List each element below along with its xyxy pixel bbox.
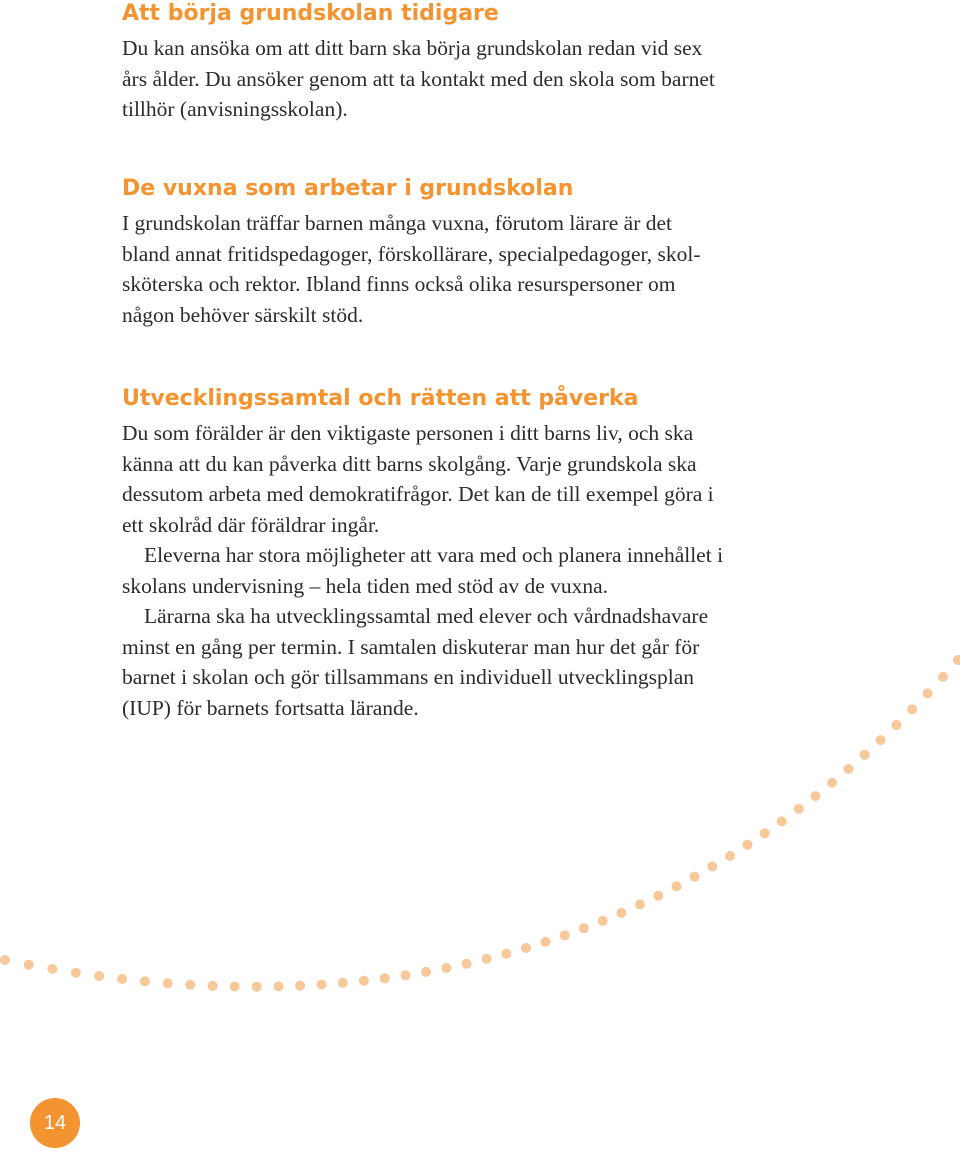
decorative-dot xyxy=(707,862,717,872)
body-text-line: I grundskolan träffar barnen många vuxna, förutom lärare är det xyxy=(122,211,673,235)
body-text-line: bland annat fritidspedagoger, förskollärare, specialpedagoger, skol- xyxy=(122,241,701,266)
decorative-dot xyxy=(338,978,348,988)
decorative-dot xyxy=(953,655,960,665)
decorative-dot xyxy=(907,704,917,714)
decorative-dot xyxy=(760,828,770,838)
decorative-dot xyxy=(359,976,369,986)
decorative-dot xyxy=(923,688,933,698)
body-text-line: (IUP) för barnets fortsatta lärande. xyxy=(122,695,419,720)
body-text-line: minst en gång per termin. I samtalen diskuterar man hur det går för xyxy=(122,634,700,659)
decorative-dot xyxy=(743,840,753,850)
body-text-line: års ålder. Du ansöker genom att ta kontakt med den skola som barnet xyxy=(122,66,715,91)
decorative-dot xyxy=(24,960,34,970)
body-text-line: ett skolråd där föräldrar ingår. xyxy=(122,512,380,537)
decorative-dot xyxy=(541,937,551,947)
decorative-dot xyxy=(317,980,327,990)
decorative-dot xyxy=(47,964,57,974)
decorative-dot xyxy=(560,930,570,940)
decorative-dot xyxy=(598,916,608,926)
decorative-dot xyxy=(794,804,804,814)
decorative-dot xyxy=(208,981,218,991)
decorative-dot xyxy=(252,982,262,992)
body-text-line: Lärarna ska ha utvecklingssamtal med elever och vårdnadshavare xyxy=(144,604,709,628)
decorative-dot xyxy=(616,908,626,918)
decorative-dot xyxy=(579,923,589,933)
decorative-dot xyxy=(725,851,735,861)
decorative-dot xyxy=(380,973,390,983)
body-text-line: känna att du kan påverka ditt barns skolgång. Varje grundskola ska xyxy=(122,451,697,476)
decorative-dot xyxy=(892,720,902,730)
decorative-dot xyxy=(94,971,104,981)
decorative-dot xyxy=(140,976,150,986)
section-heading: Utvecklingssamtal och rätten att påverka xyxy=(122,386,639,411)
decorative-dot xyxy=(441,963,451,973)
body-text-line: någon behöver särskilt stöd. xyxy=(122,302,364,327)
decorative-dot xyxy=(117,974,127,984)
decorative-dot xyxy=(811,791,821,801)
body-text-line: sköterska och rektor. Ibland finns också olika resurspersoner om xyxy=(122,272,676,296)
decorative-dot xyxy=(482,954,492,964)
decorative-dot xyxy=(501,949,511,959)
decorative-dot xyxy=(230,982,240,992)
section-development-talks xyxy=(122,385,822,723)
section-heading: De vuxna som arbetar i grundskolan xyxy=(122,176,574,201)
decorative-dot xyxy=(860,750,870,760)
decorative-dot xyxy=(185,980,195,990)
body-text-line: Du som förälder är den viktigaste personen i ditt barns liv, och ska xyxy=(122,421,694,445)
body-text-line: skolans undervisning – hela tiden med stöd av de vuxna. xyxy=(122,573,609,598)
body-text-line: dessutom arbeta med demokratifrågor. Det kan de till exempel göra i xyxy=(122,482,714,506)
page-number-badge: 14 xyxy=(30,1098,80,1148)
decorative-dot xyxy=(827,778,837,788)
decorative-dot xyxy=(690,872,700,882)
decorative-dot xyxy=(421,967,431,977)
section-heading: Att börja grundskolan tidigare xyxy=(122,1,499,26)
body-text-line: Du kan ansöka om att ditt barn ska börja grundskolan redan vid sex xyxy=(122,36,703,60)
decorative-dot xyxy=(521,943,531,953)
decorative-dot xyxy=(876,735,886,745)
decorative-dot xyxy=(0,955,10,965)
body-text-line: Eleverna har stora möjligheter att vara med och planera innehållet i xyxy=(144,543,724,567)
body-text-line: tillhör (anvisningsskolan). xyxy=(122,97,348,121)
decorative-dot xyxy=(843,764,853,774)
decorative-dot xyxy=(653,891,663,901)
decorative-dot xyxy=(295,981,305,991)
decorative-dot xyxy=(777,816,787,826)
decorative-dot xyxy=(672,881,682,891)
body-text-line: barnet i skolan och gör tillsammans en individuell utvecklingsplan xyxy=(122,665,695,689)
section-adults-in-school xyxy=(122,175,822,330)
decorative-dot xyxy=(635,900,645,910)
section-early-start xyxy=(122,0,822,125)
decorative-dot xyxy=(462,959,472,969)
decorative-dot xyxy=(938,672,948,682)
decorative-dot xyxy=(163,978,173,988)
decorative-dot xyxy=(401,970,411,980)
decorative-dot xyxy=(274,981,284,991)
decorative-dot xyxy=(71,968,81,978)
